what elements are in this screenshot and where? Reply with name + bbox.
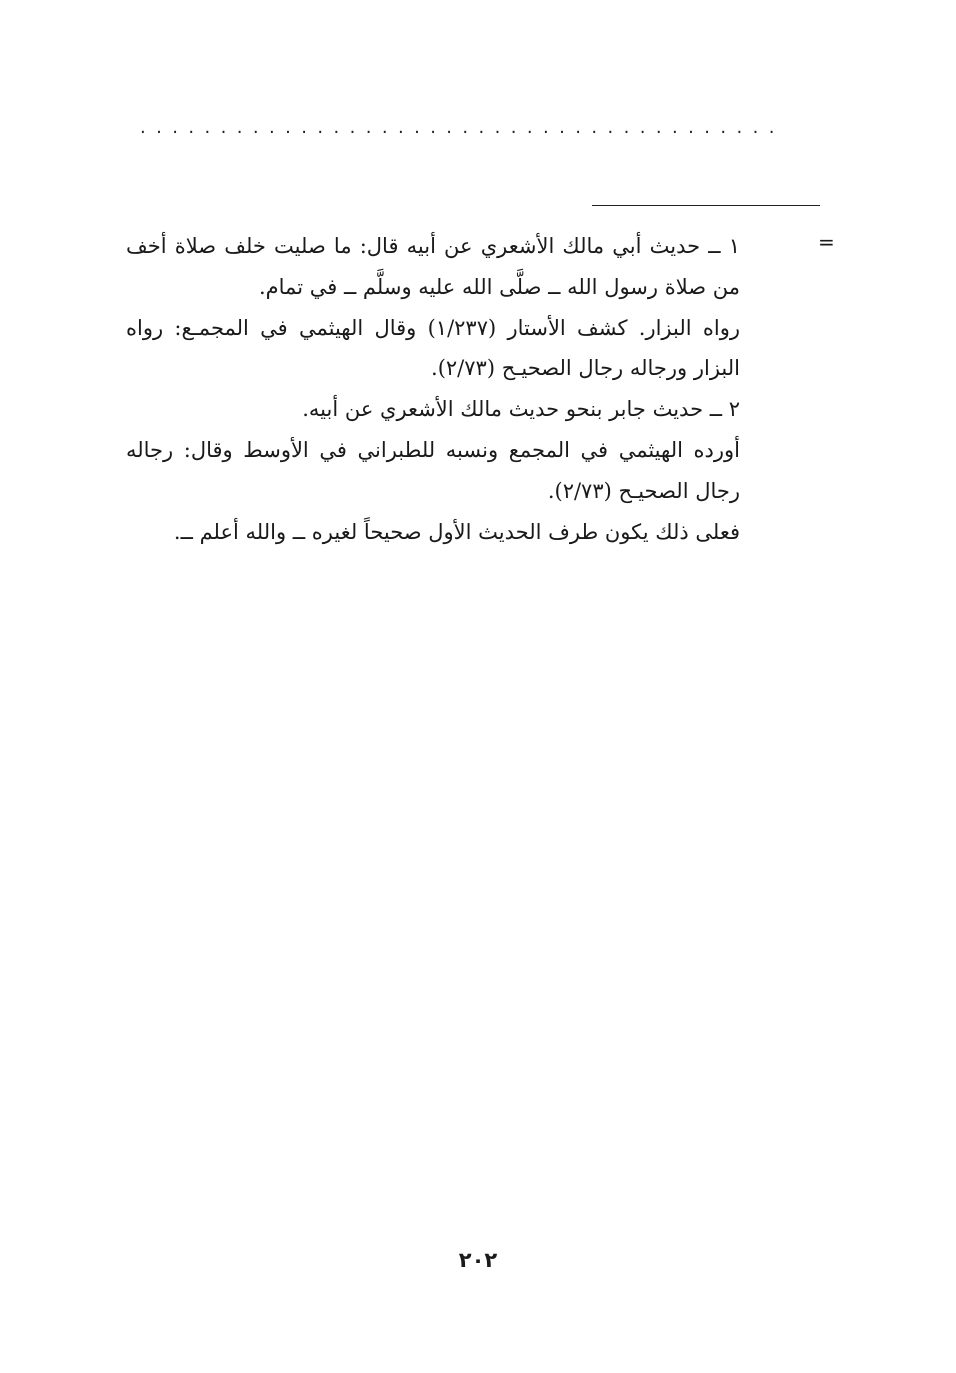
footnote-paragraph-1: ١ ــ حديث أبي مالك الأشعري عن أبيه قال: ما صليت خلف صلاة أخف من صلاة رسول الله ــ صلَّى الله عليه وسلَّم ــ في تمام. (126, 234, 740, 299)
page-number: ٢٠٢ (458, 1248, 498, 1272)
footnote-paragraph-3: ٢ ــ حديث جابر بنحو حديث مالك الأشعري عن أبيه. (302, 397, 740, 422)
footnote-paragraph-4: أورده الهيثمي في المجمع ونسبه للطبراني في الأوسط وقال: رجاله رجال الصحيـح (٢/٧٣). (126, 437, 740, 503)
footnotes-block (126, 226, 740, 552)
footnote-rule (592, 205, 820, 206)
continuation-mark: = (818, 230, 835, 254)
dotted-separator: ........................................ (140, 118, 785, 138)
footnote-paragraph-2: رواه البزار. كشف الأستار (١/٢٣٧) وقال الهيثمي في المجمـع: رواه البزار ورجاله رجال الصحيـح (٢/٧٣). (126, 315, 740, 381)
footnote-paragraph-5: فعلى ذلك يكون طرف الحديث الأول صحيحاً لغيره ــ والله أعلم ــ. (173, 519, 740, 544)
